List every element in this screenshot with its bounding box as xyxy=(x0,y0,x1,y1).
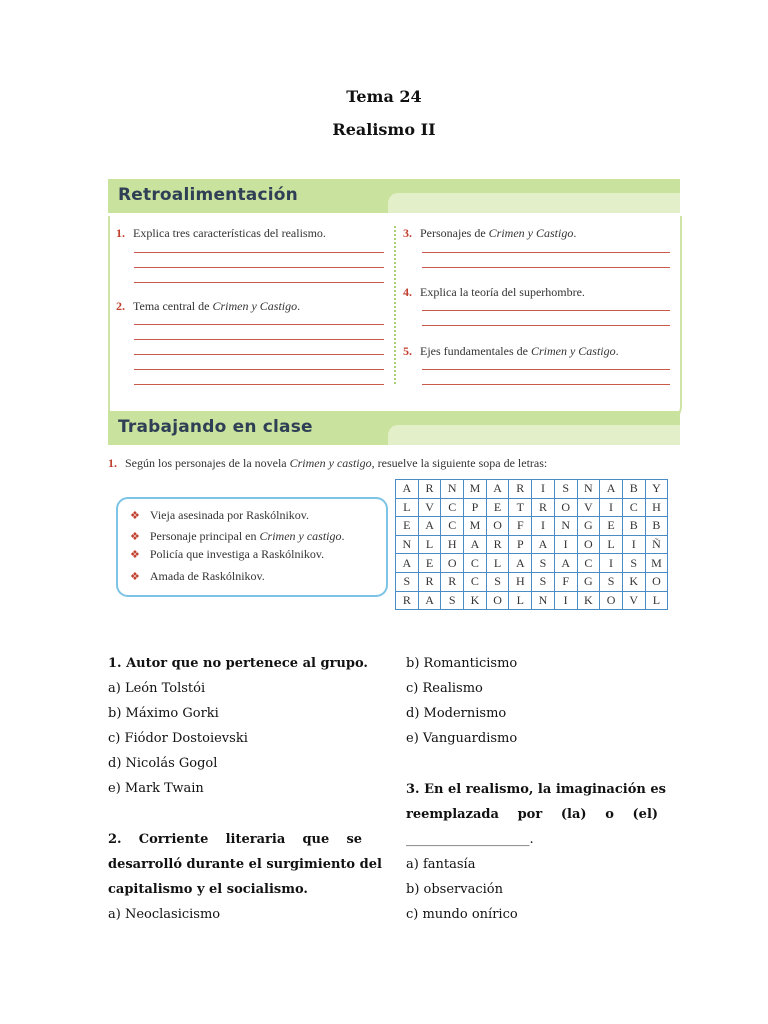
grid-cell[interactable]: H xyxy=(645,498,668,517)
clase-header xyxy=(108,411,680,445)
grid-cell[interactable]: O xyxy=(486,591,509,610)
grid-cell[interactable]: O xyxy=(486,517,509,536)
grid-cell[interactable]: R xyxy=(509,480,532,499)
grid-cell[interactable]: L xyxy=(645,591,668,610)
answer-line[interactable] xyxy=(422,369,670,370)
grid-cell[interactable]: B xyxy=(622,517,645,536)
answer-line[interactable] xyxy=(134,369,384,370)
answer-line[interactable] xyxy=(134,282,384,283)
grid-cell[interactable]: L xyxy=(509,591,532,610)
answer-line[interactable] xyxy=(422,310,670,311)
answer-line[interactable] xyxy=(422,384,670,385)
grid-cell[interactable]: H xyxy=(441,535,464,554)
retro-header xyxy=(108,179,680,213)
grid-cell[interactable]: N xyxy=(396,535,419,554)
grid-cell[interactable]: C xyxy=(464,572,487,591)
diamond-bullet-icon: ❖ xyxy=(130,549,140,561)
clase-title: Trabajando en clase xyxy=(118,417,313,437)
grid-cell[interactable]: L xyxy=(418,535,441,554)
grid-cell[interactable]: F xyxy=(509,517,532,536)
header-decor xyxy=(388,193,680,213)
grid-cell[interactable]: V xyxy=(577,498,600,517)
grid-cell[interactable]: Y xyxy=(645,480,668,499)
grid-cell[interactable]: E xyxy=(600,517,623,536)
grid-cell[interactable]: L xyxy=(396,498,419,517)
grid-cell[interactable]: K xyxy=(622,572,645,591)
quiz-option[interactable]: a) León Tolstói xyxy=(108,681,206,696)
grid-cell[interactable]: A xyxy=(509,554,532,573)
grid-cell[interactable]: I xyxy=(532,480,555,499)
grid-cell[interactable]: P xyxy=(509,535,532,554)
diamond-bullet-icon: ❖ xyxy=(130,571,140,583)
grid-cell[interactable]: I xyxy=(532,517,555,536)
quiz-question-3-blank[interactable]: ___________________. xyxy=(406,832,534,847)
grid-cell[interactable]: I xyxy=(600,498,623,517)
grid-cell[interactable]: A xyxy=(600,480,623,499)
grid-row xyxy=(396,535,668,554)
retro-question-2: 2. Tema central de Crimen y Castigo. xyxy=(116,299,301,313)
quiz-option[interactable]: e) Vanguardismo xyxy=(406,731,518,746)
grid-cell[interactable]: A xyxy=(532,535,555,554)
grid-cell[interactable]: M xyxy=(464,517,487,536)
grid-row xyxy=(396,554,668,573)
answer-line[interactable] xyxy=(134,324,384,325)
grid-cell[interactable]: M xyxy=(464,480,487,499)
grid-cell[interactable]: V xyxy=(418,498,441,517)
grid-cell[interactable]: B xyxy=(645,517,668,536)
grid-cell[interactable]: C xyxy=(441,517,464,536)
clue-item: ❖ Personaje principal en Crimen y castigo. xyxy=(130,529,345,543)
grid-cell[interactable]: S xyxy=(486,572,509,591)
grid-cell[interactable]: K xyxy=(464,591,487,610)
grid-cell[interactable]: O xyxy=(441,554,464,573)
grid-cell[interactable]: A xyxy=(486,480,509,499)
grid-row xyxy=(396,480,668,499)
retro-question-3: 3. Personajes de Crimen y Castigo. xyxy=(403,226,577,240)
grid-cell[interactable]: R xyxy=(396,591,419,610)
quiz-option[interactable]: b) Romanticismo xyxy=(406,656,518,671)
grid-cell[interactable]: T xyxy=(509,498,532,517)
retro-title: Retroalimentación xyxy=(118,185,298,205)
grid-cell[interactable]: I xyxy=(622,535,645,554)
grid-cell[interactable]: F xyxy=(554,572,577,591)
header-decor xyxy=(388,425,680,445)
clase-instruction: 1. Según los personajes de la novela Crimen y castigo, resuelve la siguiente sopa de letras: xyxy=(108,456,548,470)
grid-row xyxy=(396,591,668,610)
grid-cell[interactable]: H xyxy=(509,572,532,591)
grid-cell[interactable]: A xyxy=(554,554,577,573)
grid-cell[interactable]: R xyxy=(418,572,441,591)
quiz-option[interactable]: a) fantasía xyxy=(406,857,476,872)
clue-item: ❖ Amada de Raskólnikov. xyxy=(130,569,265,583)
grid-cell[interactable]: M xyxy=(645,554,668,573)
answer-line[interactable] xyxy=(134,384,384,385)
grid-cell[interactable]: L xyxy=(486,554,509,573)
quiz-option[interactable]: e) Mark Twain xyxy=(108,781,204,796)
grid-cell[interactable]: G xyxy=(577,517,600,536)
grid-cell[interactable]: O xyxy=(554,498,577,517)
answer-line[interactable] xyxy=(134,354,384,355)
grid-cell[interactable]: C xyxy=(441,498,464,517)
grid-cell[interactable]: O xyxy=(600,591,623,610)
grid-cell[interactable]: E xyxy=(486,498,509,517)
quiz-option[interactable]: c) mundo onírico xyxy=(406,907,518,922)
answer-line[interactable] xyxy=(422,252,670,253)
grid-cell[interactable]: Ñ xyxy=(645,535,668,554)
grid-cell[interactable]: S xyxy=(532,572,555,591)
quiz-option[interactable]: b) Máximo Gorki xyxy=(108,706,219,721)
grid-cell[interactable]: L xyxy=(600,535,623,554)
grid-cell[interactable]: S xyxy=(532,554,555,573)
grid-cell[interactable]: O xyxy=(577,535,600,554)
answer-line[interactable] xyxy=(134,267,384,268)
quiz-question-2-line2: desarrolló durante el surgimiento del xyxy=(108,857,382,872)
grid-cell[interactable]: A xyxy=(418,591,441,610)
grid-cell[interactable]: R xyxy=(441,572,464,591)
grid-cell[interactable]: N xyxy=(532,591,555,610)
quiz-option[interactable]: a) Neoclasicismo xyxy=(108,907,221,922)
quiz-question-2-line3: capitalismo y el socialismo. xyxy=(108,882,308,897)
column-divider xyxy=(394,226,396,384)
grid-cell[interactable]: C xyxy=(577,554,600,573)
grid-row xyxy=(396,498,668,517)
diamond-bullet-icon: ❖ xyxy=(130,531,140,543)
grid-cell[interactable]: C xyxy=(622,498,645,517)
grid-cell[interactable]: S xyxy=(396,572,419,591)
quiz-question-2-line1: 2. Corriente literaria que se xyxy=(108,832,363,847)
answer-line[interactable] xyxy=(134,252,384,253)
quiz-question-3-line2: reemplazada por (la) o (el) xyxy=(406,807,659,822)
retro-question-1: 1. Explica tres características del realismo. xyxy=(116,226,326,240)
grid-cell[interactable]: A xyxy=(418,517,441,536)
quiz-option[interactable]: b) observación xyxy=(406,882,503,897)
grid-cell[interactable]: I xyxy=(554,591,577,610)
word-search-grid xyxy=(395,479,668,610)
diamond-bullet-icon: ❖ xyxy=(130,510,140,522)
grid-cell[interactable]: P xyxy=(464,498,487,517)
grid-cell[interactable]: V xyxy=(622,591,645,610)
quiz-option[interactable]: d) Nicolás Gogol xyxy=(108,756,218,771)
grid-cell[interactable]: A xyxy=(464,535,487,554)
grid-cell[interactable]: S xyxy=(600,572,623,591)
quiz-option[interactable]: c) Fiódor Dostoievski xyxy=(108,731,248,746)
grid-cell[interactable]: B xyxy=(622,480,645,499)
grid-cell[interactable]: G xyxy=(577,572,600,591)
answer-line[interactable] xyxy=(422,325,670,326)
quiz-question-1: 1. Autor que no pertenece al grupo. xyxy=(108,656,368,671)
grid-cell[interactable]: N xyxy=(554,517,577,536)
grid-cell[interactable]: A xyxy=(396,554,419,573)
grid-cell[interactable]: A xyxy=(396,480,419,499)
grid-cell[interactable]: S xyxy=(441,591,464,610)
grid-cell[interactable]: I xyxy=(554,535,577,554)
clue-item: ❖ Policía que investiga a Raskólnikov. xyxy=(130,547,325,561)
grid-cell[interactable]: E xyxy=(418,554,441,573)
grid-cell[interactable]: C xyxy=(464,554,487,573)
retro-question-4: 4. Explica la teoría del superhombre. xyxy=(403,285,585,299)
answer-line[interactable] xyxy=(422,267,670,268)
quiz-question-3-line1: 3. En el realismo, la imaginación es xyxy=(406,782,666,797)
grid-cell[interactable]: S xyxy=(622,554,645,573)
retro-question-5: 5. Ejes fundamentales de Crimen y Castigo. xyxy=(403,344,619,358)
grid-row xyxy=(396,517,668,536)
clue-item: ❖ Vieja asesinada por Raskólnikov. xyxy=(130,508,310,522)
grid-cell[interactable]: R xyxy=(486,535,509,554)
grid-row xyxy=(396,572,668,591)
page-subtitle: Realismo II xyxy=(332,120,436,139)
grid-cell[interactable]: E xyxy=(396,517,419,536)
quiz-option[interactable]: c) Realismo xyxy=(406,681,483,696)
grid-cell[interactable]: S xyxy=(554,480,577,499)
grid-cell[interactable]: K xyxy=(577,591,600,610)
grid-cell[interactable]: I xyxy=(600,554,623,573)
quiz-option[interactable]: d) Modernismo xyxy=(406,706,507,721)
grid-cell[interactable]: R xyxy=(418,480,441,499)
grid-cell[interactable]: N xyxy=(441,480,464,499)
grid-cell[interactable]: O xyxy=(645,572,668,591)
answer-line[interactable] xyxy=(134,339,384,340)
page-title: Tema 24 xyxy=(346,87,422,106)
grid-cell[interactable]: R xyxy=(532,498,555,517)
grid-cell[interactable]: N xyxy=(577,480,600,499)
